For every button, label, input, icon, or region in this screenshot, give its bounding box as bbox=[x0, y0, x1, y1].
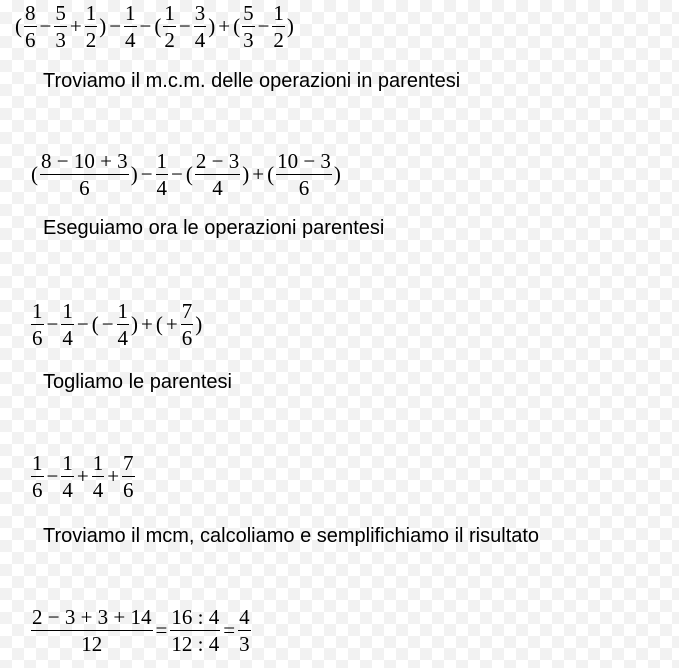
numerator: 4 bbox=[239, 605, 250, 629]
numerator: 1 bbox=[273, 1, 284, 25]
numerator: 1 bbox=[62, 451, 73, 475]
fraction bbox=[40, 150, 129, 199]
expression-step-5 bbox=[30, 606, 252, 655]
close-paren: ) bbox=[99, 14, 107, 39]
close-paren: ) bbox=[333, 162, 341, 187]
close-paren: ) bbox=[195, 312, 203, 337]
denominator: 4 bbox=[156, 176, 168, 201]
fraction bbox=[31, 452, 44, 501]
fraction bbox=[124, 2, 137, 51]
fraction-bar bbox=[122, 476, 135, 477]
equals-sign: = bbox=[155, 618, 168, 643]
fraction bbox=[61, 300, 74, 349]
denominator: 4 bbox=[62, 326, 73, 351]
numerator: 1 bbox=[117, 299, 129, 323]
fraction bbox=[122, 452, 135, 501]
fraction-bar bbox=[181, 324, 194, 325]
operator: − bbox=[39, 14, 52, 39]
step-2-explanation: Eseguiamo ora le operazioni parentesi bbox=[43, 217, 385, 239]
fraction bbox=[31, 606, 153, 655]
open-paren: ( bbox=[31, 162, 38, 187]
close-paren: ) bbox=[130, 162, 138, 187]
denominator: 12 bbox=[81, 632, 103, 657]
fraction-bar bbox=[276, 174, 332, 175]
fraction-bar bbox=[61, 476, 74, 477]
fraction bbox=[24, 2, 37, 51]
operator: − bbox=[140, 162, 153, 187]
open-paren: ( bbox=[15, 14, 22, 39]
operator: + bbox=[141, 312, 153, 337]
fraction bbox=[85, 2, 98, 51]
open-paren: ( bbox=[233, 14, 241, 39]
step-1-explanation: Troviamo il m.c.m. delle operazioni in parentesi bbox=[43, 70, 461, 92]
denominator: 4 bbox=[62, 478, 73, 503]
fraction bbox=[181, 300, 194, 349]
numerator: 2 − 3 bbox=[195, 149, 240, 173]
fraction bbox=[170, 606, 220, 655]
operator: − bbox=[109, 14, 122, 39]
denominator: 6 bbox=[123, 478, 134, 503]
operator: − bbox=[76, 312, 89, 337]
fraction-bar bbox=[170, 630, 220, 631]
operator: − bbox=[139, 14, 152, 39]
fraction-bar bbox=[31, 630, 153, 631]
denominator: 6 bbox=[25, 28, 36, 53]
denominator: 6 bbox=[32, 326, 43, 351]
open-paren: ( bbox=[154, 14, 162, 39]
operator: + bbox=[252, 162, 265, 187]
numerator: 1 bbox=[156, 149, 168, 173]
numerator: 1 bbox=[62, 299, 73, 323]
numerator: 8 bbox=[25, 1, 36, 25]
numerator: 8 − 10 + 3 bbox=[41, 149, 128, 173]
equals-sign: = bbox=[223, 618, 236, 643]
denominator: 4 bbox=[92, 478, 104, 503]
fraction-bar bbox=[156, 174, 169, 175]
denominator: 4 bbox=[117, 326, 129, 351]
numerator: 1 bbox=[32, 299, 43, 323]
numerator: 1 bbox=[85, 1, 97, 25]
fraction-bar bbox=[163, 26, 176, 27]
fraction bbox=[92, 452, 105, 501]
fraction-bar bbox=[195, 174, 240, 175]
operator: − bbox=[257, 14, 270, 39]
denominator: 6 bbox=[181, 326, 193, 351]
fraction-bar bbox=[194, 26, 207, 27]
sign: − bbox=[101, 312, 114, 337]
denominator: 4 bbox=[125, 28, 136, 53]
fraction bbox=[31, 300, 44, 349]
fraction bbox=[195, 150, 240, 199]
fraction-bar bbox=[24, 26, 37, 27]
numerator: 2 − 3 + 3 + 14 bbox=[32, 605, 152, 629]
fraction bbox=[194, 2, 207, 51]
fraction-bar bbox=[124, 26, 137, 27]
close-paren: ) bbox=[242, 162, 250, 187]
numerator: 16 : 4 bbox=[171, 605, 220, 629]
expression-step-3 bbox=[30, 300, 203, 349]
denominator: 4 bbox=[212, 176, 223, 201]
operator: − bbox=[46, 312, 59, 337]
fraction-bar bbox=[31, 324, 44, 325]
fraction-bar bbox=[238, 630, 251, 631]
operator: − bbox=[46, 464, 59, 489]
numerator: 7 bbox=[123, 451, 134, 475]
operator: + bbox=[69, 14, 82, 39]
denominator: 3 bbox=[239, 632, 250, 657]
numerator: 5 bbox=[243, 1, 254, 25]
fraction bbox=[242, 2, 255, 51]
fraction-bar bbox=[61, 324, 74, 325]
denominator: 3 bbox=[243, 28, 254, 53]
open-paren: ( bbox=[91, 312, 99, 337]
fraction-bar bbox=[242, 26, 255, 27]
expression-step-2 bbox=[30, 150, 342, 199]
denominator: 12 : 4 bbox=[171, 632, 220, 657]
numerator: 1 bbox=[92, 451, 104, 475]
numerator: 5 bbox=[55, 1, 66, 25]
expression-step-1 bbox=[14, 2, 295, 51]
close-paren: ) bbox=[131, 312, 139, 337]
operator: + bbox=[107, 464, 120, 489]
open-paren: ( bbox=[185, 162, 193, 187]
fraction-bar bbox=[31, 476, 44, 477]
fraction bbox=[117, 300, 130, 349]
fraction-bar bbox=[54, 26, 67, 27]
fraction bbox=[61, 452, 74, 501]
denominator: 4 bbox=[194, 28, 206, 53]
denominator: 6 bbox=[32, 478, 43, 503]
numerator: 1 bbox=[125, 1, 136, 25]
fraction-bar bbox=[92, 476, 105, 477]
denominator: 2 bbox=[164, 28, 175, 53]
numerator: 3 bbox=[194, 1, 206, 25]
operator: − bbox=[171, 162, 183, 187]
denominator: 6 bbox=[79, 176, 90, 201]
open-paren: ( bbox=[267, 162, 275, 187]
numerator: 7 bbox=[181, 299, 193, 323]
fraction bbox=[54, 2, 67, 51]
numerator: 10 − 3 bbox=[277, 149, 331, 173]
sign: + bbox=[165, 312, 178, 337]
step-4-explanation: Troviamo il mcm, calcoliamo e semplifichiamo il risultato bbox=[43, 525, 540, 547]
fraction-bar bbox=[85, 26, 98, 27]
denominator: 2 bbox=[273, 28, 284, 53]
open-paren: ( bbox=[155, 312, 163, 337]
close-paren: ) bbox=[286, 14, 294, 39]
close-paren: ) bbox=[208, 14, 216, 39]
step-3-explanation: Togliamo le parentesi bbox=[43, 371, 232, 393]
fraction-bar bbox=[117, 324, 130, 325]
fraction bbox=[272, 2, 285, 51]
operator: − bbox=[178, 14, 191, 39]
fraction bbox=[156, 150, 169, 199]
denominator: 6 bbox=[298, 176, 310, 201]
fraction-bar bbox=[272, 26, 285, 27]
operator: + bbox=[218, 14, 231, 39]
denominator: 3 bbox=[55, 28, 66, 53]
denominator: 2 bbox=[85, 28, 97, 53]
fraction bbox=[238, 606, 251, 655]
expression-step-4 bbox=[30, 452, 136, 501]
fraction bbox=[276, 150, 332, 199]
numerator: 1 bbox=[164, 1, 175, 25]
fraction-bar bbox=[40, 174, 129, 175]
operator: + bbox=[76, 464, 89, 489]
numerator: 1 bbox=[32, 451, 43, 475]
fraction bbox=[163, 2, 176, 51]
